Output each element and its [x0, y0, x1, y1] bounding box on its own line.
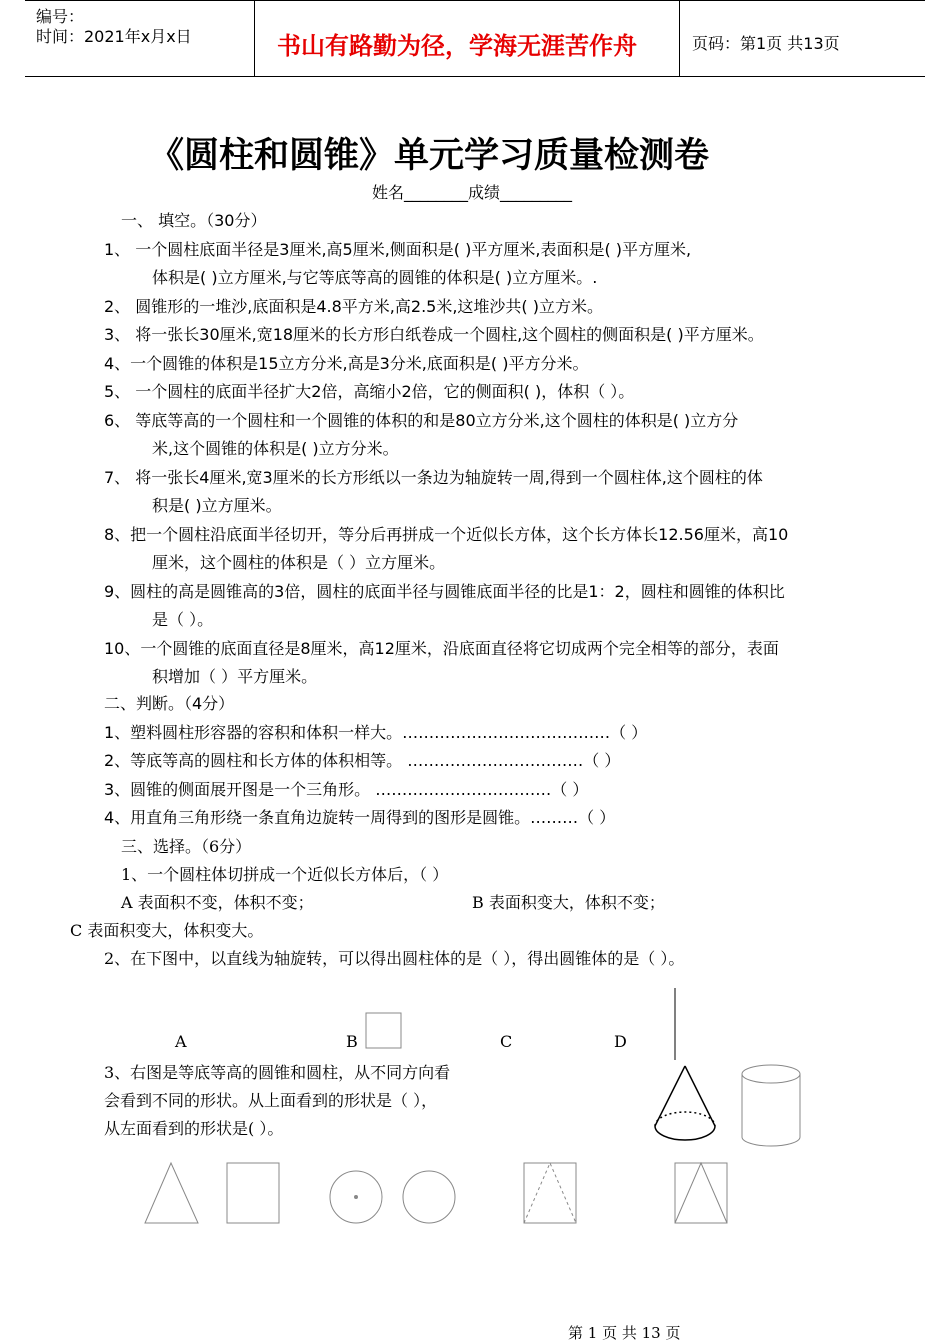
rectangle-shape — [227, 1163, 279, 1223]
fill-line: 3、 将一张长30厘米,宽18厘米的长方形白纸卷成一个圆柱,这个圆柱的侧面积是( )平方厘米。 — [104, 325, 764, 344]
section3-heading: 三、选择。（6分） — [121, 837, 252, 856]
fill-line: 积是( )立方厘米。 — [152, 496, 282, 515]
section2-heading: 二、判断。（4分） — [104, 694, 235, 713]
fill-line: 2、 圆锥形的一堆沙,底面积是4.8平方米,高2.5米,这堆沙共( )立方米。 — [104, 297, 603, 316]
fill-line: 5、 一个圆柱的底面半径扩大2倍，高缩小2倍，它的侧面积( )，体积（ ）。 — [104, 382, 635, 401]
choice-q3-line: 从左面看到的形状是( ）。 — [104, 1119, 284, 1138]
choice-q3-line: 3、右图是等底等高的圆锥和圆柱，从不同方向看 — [104, 1063, 451, 1082]
page-code: 页码：第1页 共13页 — [692, 34, 840, 53]
fill-line: 是（ ）。 — [152, 610, 214, 629]
judge-line: 4、用直角三角形绕一条直角边旋转一周得到的图形是圆锥。………（ ） — [104, 808, 616, 827]
rect-with-dashed-triangle-shape — [524, 1163, 576, 1223]
fill-line: 9、圆柱的高是圆锥高的3倍，圆柱的底面半径与圆锥底面半径的比是1：2，圆柱和圆锥的体积比 — [104, 582, 785, 601]
judge-line: 2、等底等高的圆柱和长方体的体积相等。 ……………………………（ ） — [104, 751, 621, 770]
circle-shape — [403, 1171, 455, 1223]
fill-line: 1、 一个圆柱底面半径是3厘米,高5厘米,侧面积是( )平方厘米,表面积是( )平方厘米, — [104, 240, 692, 259]
fill-line: 体积是( )立方厘米,与它等底等高的圆锥的体积是( )立方厘米。. — [152, 268, 598, 287]
section1-heading: 一、 填空。（30分） — [121, 211, 267, 230]
option-label-c: C — [500, 1032, 513, 1051]
choice-q1-option-b: B 表面积变大，体积不变； — [472, 893, 665, 912]
judge-line: 3、圆锥的侧面展开图是一个三角形。 ……………………………（ ） — [104, 780, 589, 799]
choice-q2: 2、在下图中，以直线为轴旋转，可以得出圆柱体的是（ ），得出圆锥体的是（ ）。 — [104, 949, 685, 968]
option-label-d: D — [614, 1032, 627, 1051]
option-label-a: A — [175, 1032, 187, 1051]
option-label-b: B — [346, 1032, 358, 1051]
choice-q1-option-a: A 表面积不变，体积不变； — [121, 893, 314, 912]
page-title: 《圆柱和圆锥》单元学习质量检测卷 — [149, 136, 710, 176]
name-score-line: 姓名________成绩_________ — [372, 183, 573, 202]
doc-time-label: 时间：2021年x月x日 — [36, 27, 192, 46]
fill-line: 10、一个圆锥的底面直径是8厘米，高12厘米，沿底面直径将它切成两个完全相等的部分，表面 — [104, 639, 779, 658]
rect-with-triangle-shape — [675, 1163, 727, 1223]
square-figure — [366, 1013, 401, 1048]
fill-line: 6、 等底等高的一个圆柱和一个圆锥的体积的和是80立方分米,这个圆柱的体积是( )立方分 — [104, 411, 739, 430]
header-motto: 书山有路勤为径，学海无涯苦作舟 — [277, 32, 637, 60]
fill-line: 4、一个圆锥的体积是15立方分米,高是3分米,底面积是( )平方分米。 — [104, 354, 589, 373]
fill-line: 7、 将一张长4厘米,宽3厘米的长方形纸以一条边为轴旋转一周,得到一个圆柱体,这个圆柱的体 — [104, 468, 763, 487]
fill-line: 厘米，这个圆柱的体积是（ ）立方厘米。 — [152, 553, 446, 572]
cone-figure — [655, 1066, 715, 1140]
choice-q1-option-c: C 表面积变大，体积变大。 — [70, 921, 264, 940]
triangle-shape — [145, 1163, 198, 1223]
choice-q1: 1、一个圆柱体切拼成一个近似长方体后，（ ） — [121, 865, 449, 884]
judge-line: 1、塑料圆柱形容器的容积和体积一样大。…………………………………（ ） — [104, 723, 648, 742]
fill-line: 米,这个圆锥的体积是( )立方分米。 — [152, 439, 399, 458]
fill-line: 8、把一个圆柱沿底面半径切开，等分后再拼成一个近似长方体，这个长方体长12.56厘米，高10 — [104, 525, 789, 544]
page-footer: 第 1 页 共 13 页 — [568, 1324, 681, 1342]
choice-q3-line: 会看到不同的形状。从上面看到的形状是（ ）， — [104, 1091, 438, 1110]
fill-line: 积增加（ ）平方厘米。 — [152, 667, 318, 686]
cylinder-figure — [742, 1065, 800, 1146]
doc-number-label: 编号： — [36, 7, 85, 26]
